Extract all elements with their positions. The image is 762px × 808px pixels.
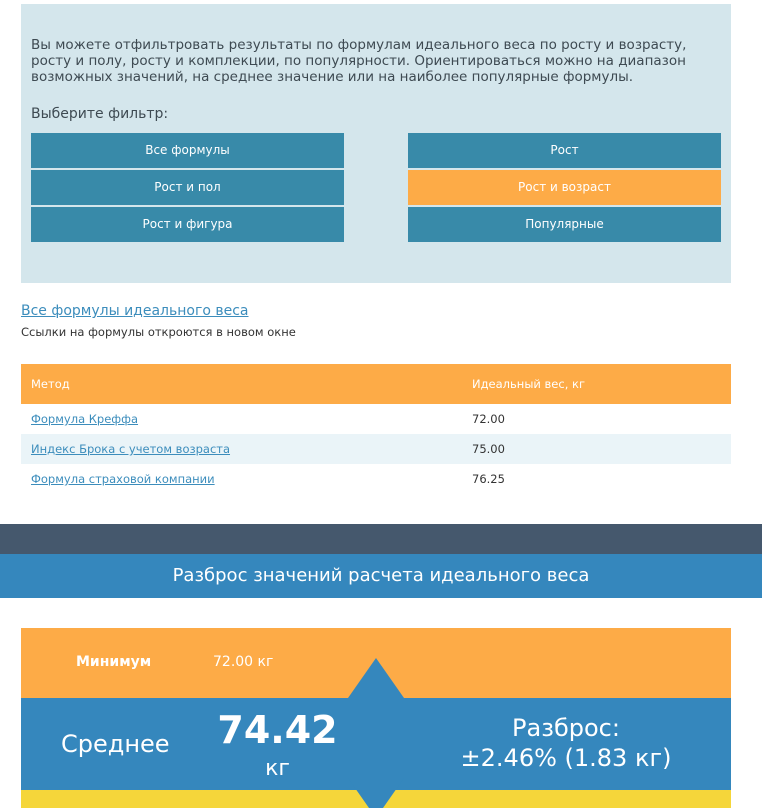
- average-unit: кг: [265, 756, 290, 781]
- formula-link[interactable]: Формула Креффа: [31, 412, 139, 426]
- formula-value: 75.00: [472, 442, 505, 456]
- range-label: Разброс:: [512, 714, 620, 742]
- header-method: Метод: [31, 377, 70, 391]
- average-label: Среднее: [61, 730, 170, 758]
- minimum-label: Минимум: [76, 654, 152, 670]
- formula-link[interactable]: Формула страховой компании: [31, 472, 215, 486]
- filter-label: Выберите фильтр:: [31, 106, 169, 122]
- table-row: [21, 404, 731, 434]
- minimum-value: 72.00 кг: [213, 654, 274, 670]
- filter-button-popular[interactable]: Популярные: [408, 207, 721, 242]
- filter-button-height-figure[interactable]: Рост и фигура: [31, 207, 344, 242]
- average-value: 74.42: [217, 708, 338, 752]
- filter-panel: [21, 4, 731, 283]
- formula-link[interactable]: Индекс Брока с учетом возраста: [31, 442, 231, 456]
- spread-header: [0, 554, 762, 598]
- filter-button-height-gender[interactable]: Рост и пол: [31, 170, 344, 205]
- table-header: [21, 364, 731, 404]
- table-row: [21, 464, 731, 494]
- formula-value: 76.25: [472, 472, 505, 486]
- filter-button-height[interactable]: Рост: [408, 133, 721, 168]
- filter-button-height-age[interactable]: Рост и возраст: [408, 170, 721, 205]
- range-value: ±2.46% (1.83 кг): [460, 744, 672, 772]
- header-ideal-weight: Идеальный вес, кг: [472, 377, 586, 391]
- new-window-note: Ссылки на формулы откроются в новом окне: [21, 325, 296, 339]
- spread-widget: [21, 628, 731, 808]
- formula-value: 72.00: [472, 412, 505, 426]
- all-formulas-link[interactable]: Все формулы идеального веса: [21, 303, 249, 319]
- filter-button-all-formulas[interactable]: Все формулы: [31, 133, 344, 168]
- table-row: [21, 434, 731, 464]
- filter-description: Вы можете отфильтровать результаты по формулам идеального веса по росту и возрасту, росту и полу, росту и комплекции, по популярности. Ориентироваться можно на диапазон возможных значений, на среднее значение или на наиболее популярные формулы.: [31, 37, 687, 85]
- spread-title: Разброс значений расчета идеального веса: [172, 565, 590, 586]
- diamond-marker: [348, 658, 404, 808]
- formula-table: [21, 364, 731, 494]
- section-divider: [0, 524, 762, 554]
